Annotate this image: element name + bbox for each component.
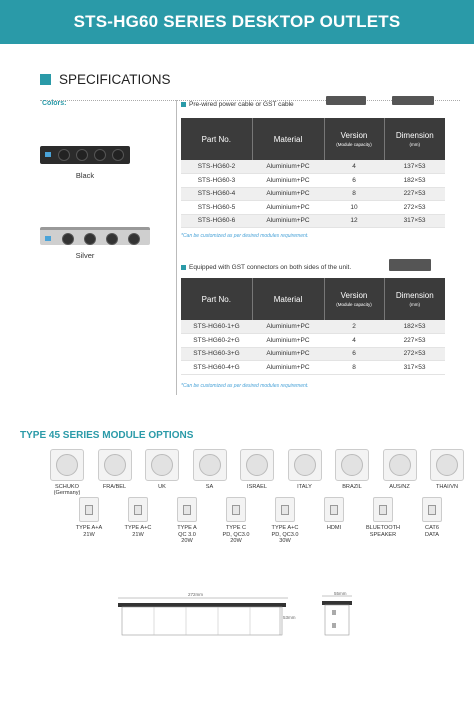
socket-label: ISRAEL	[247, 484, 267, 490]
color-black-label: Black	[75, 171, 95, 180]
socket-tile	[335, 449, 369, 481]
height-dimension-label: 53mm	[283, 615, 296, 620]
colors-label: Colors:	[42, 100, 67, 107]
port-icon	[330, 505, 338, 515]
side-dimension-label: 55mm	[334, 591, 347, 596]
table1-note: *Can be customized as per desired modules requirement.	[181, 233, 309, 239]
socket-label: UK	[158, 484, 166, 490]
italy-socket-icon	[294, 454, 316, 476]
side-view-top	[322, 601, 352, 605]
socket-icon	[112, 149, 124, 161]
socket-icon	[62, 233, 74, 245]
page-banner	[0, 0, 474, 44]
socket-tile	[193, 449, 227, 481]
socket-module	[145, 449, 179, 490]
socket-label: ITALY	[297, 484, 312, 490]
aus-socket-icon	[389, 454, 411, 476]
socket-label: SCHUKO (Germany)	[53, 484, 81, 497]
data-module	[168, 497, 206, 545]
socket-icon	[128, 233, 140, 245]
bullet-square-icon	[181, 102, 186, 107]
data-module	[364, 497, 402, 538]
col-part-no: Part No.	[181, 278, 252, 320]
cable-product-image	[326, 96, 366, 105]
data-module-label: TYPE A+C PD, QC3.0 30W	[271, 525, 299, 545]
socket-module	[50, 449, 84, 497]
socket-icon	[94, 149, 106, 161]
port-icon	[281, 505, 289, 515]
port-icon	[428, 505, 436, 515]
socket-tile	[98, 449, 132, 481]
french-socket-icon	[104, 454, 126, 476]
data-module-tile	[128, 497, 148, 522]
table1-subheading: Pre-wired power cable or GST cable	[181, 101, 294, 108]
outlet-top-edge	[118, 603, 286, 607]
socket-tile	[50, 449, 84, 481]
banner-title: STS-HG60 SERIES DESKTOP OUTLETS	[73, 12, 401, 31]
table-row: STS-HG60-2 Aluminium+PC 4 137×53	[181, 160, 445, 174]
table-row: STS-HG60-4 Aluminium+PC 8 227×53	[181, 187, 445, 201]
technical-drawing	[110, 588, 370, 644]
socket-icon	[76, 149, 88, 161]
data-module-tile	[324, 497, 344, 522]
data-module	[70, 497, 108, 538]
vertical-divider	[176, 100, 177, 395]
bullet-square-icon	[181, 265, 186, 270]
side-view-body	[325, 605, 349, 635]
heading-square-icon	[40, 74, 51, 85]
data-module-label: TYPE A+C 21W	[124, 525, 152, 538]
usb-port-icon	[45, 236, 51, 241]
socket-label: AUS/NZ	[389, 484, 410, 490]
socket-module	[288, 449, 322, 490]
table-row: STS-HG60-6 Aluminium+PC 12 317×53	[181, 214, 445, 228]
uk-socket-icon	[151, 454, 173, 476]
socket-icon	[58, 149, 70, 161]
socket-tile	[240, 449, 274, 481]
table2-subheading: Equipped with GST connectors on both sides of the unit.	[181, 264, 351, 271]
data-module-label: HDMI	[326, 525, 342, 531]
data-module-tile	[226, 497, 246, 522]
data-module-tile	[373, 497, 393, 522]
module-options-heading: TYPE 45 SERIES MODULE OPTIONS	[20, 430, 194, 441]
thai-socket-icon	[436, 454, 458, 476]
table-row: STS-HG60-4+G Aluminium+PC 8 317×53	[181, 361, 445, 375]
data-module	[315, 497, 353, 532]
schuko-socket-icon	[56, 454, 78, 476]
gst-product-image	[392, 96, 434, 105]
port-icon	[232, 505, 240, 515]
table-row: STS-HG60-5 Aluminium+PC 10 272×53	[181, 201, 445, 215]
socket-module	[98, 449, 132, 490]
data-module-tile	[79, 497, 99, 522]
data-module-tile	[177, 497, 197, 522]
data-module	[266, 497, 304, 545]
col-version: Version (Module capacity)	[324, 278, 384, 320]
silver-outlet-image	[40, 227, 150, 245]
data-module	[119, 497, 157, 538]
col-dimension: Dimension (mm)	[384, 278, 445, 320]
socket-module	[383, 449, 417, 490]
table2-note: *Can be customized as per desired modules requirement.	[181, 383, 309, 389]
data-module-label: BLUETOOTH SPEAKER	[365, 525, 401, 538]
socket-label: SA	[205, 484, 214, 490]
table-row: STS-HG60-3 Aluminium+PC 6 182×53	[181, 174, 445, 188]
data-module-tile	[275, 497, 295, 522]
usb-port-icon	[45, 152, 51, 157]
data-module-label: TYPE A+A 21W	[75, 525, 103, 538]
data-module-label: TYPE C PD, QC3.0 20W	[222, 525, 250, 545]
socket-module	[240, 449, 274, 490]
socket-module	[193, 449, 227, 490]
socket-module	[430, 449, 464, 490]
brazil-socket-icon	[341, 454, 363, 476]
data-module	[413, 497, 451, 538]
socket-tile	[383, 449, 417, 481]
specifications-heading: SPECIFICATIONS	[40, 72, 171, 87]
data-module-tile	[422, 497, 442, 522]
socket-tile	[145, 449, 179, 481]
table-row: STS-HG60-2+G Aluminium+PC 4 227×53	[181, 334, 445, 348]
col-material: Material	[252, 278, 324, 320]
color-silver-label: Silver	[75, 251, 95, 260]
socket-module	[335, 449, 369, 490]
socket-icon	[84, 233, 96, 245]
gst-product-image	[389, 259, 431, 271]
port-icon	[379, 505, 387, 515]
width-dimension-label: 272mm	[188, 592, 204, 597]
socket-tile	[288, 449, 322, 481]
data-module-label: CAT6 DATA	[424, 525, 440, 538]
col-part-no: Part No.	[181, 118, 252, 160]
spec-table-2	[181, 278, 445, 375]
israel-socket-icon	[246, 454, 268, 476]
port-icon	[134, 505, 142, 515]
table-row: STS-HG60-3+G Aluminium+PC 6 272×53	[181, 347, 445, 361]
spec-table-1	[181, 118, 445, 228]
port-icon	[183, 505, 191, 515]
table-row: STS-HG60-1+G Aluminium+PC 2 182×53	[181, 320, 445, 334]
sa-socket-icon	[199, 454, 221, 476]
data-module	[217, 497, 255, 545]
socket-icon	[106, 233, 118, 245]
socket-label: FRA/BEL	[102, 484, 127, 490]
socket-label: BRAZIL	[342, 484, 362, 490]
socket-label: THAI/VN	[435, 484, 459, 490]
black-outlet-image	[40, 146, 130, 164]
outlet-body	[122, 607, 282, 635]
socket-tile	[430, 449, 464, 481]
col-dimension: Dimension (mm)	[384, 118, 445, 160]
port-icon	[85, 505, 93, 515]
data-module-label: TYPE A QC 3.0 20W	[177, 525, 197, 545]
col-version: Version (Module capacity)	[324, 118, 384, 160]
col-material: Material	[252, 118, 324, 160]
